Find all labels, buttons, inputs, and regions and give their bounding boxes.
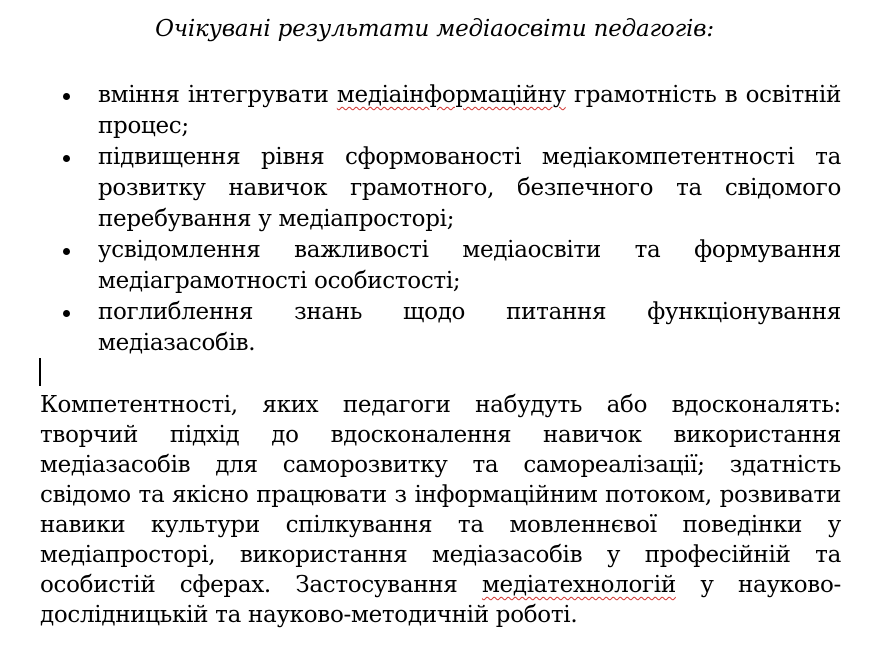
bullet-icon (63, 155, 70, 162)
competencies-paragraph[interactable] (40, 390, 841, 630)
spellcheck-flagged-word[interactable]: медіатехнологій (481, 572, 676, 598)
bullet-icon (63, 310, 70, 317)
bullet-icon (63, 248, 70, 255)
expected-results-list (98, 80, 841, 359)
list-item-text: усвідомлення важливості медіаосвіти та формування медіаграмотності особистості; (98, 237, 841, 294)
list-item-text: поглиблення знань щодо питання функціонування медіазасобів. (98, 299, 841, 356)
list-item-text: підвищення рівня сформованості медіакомпетентності та розвитку навичок грамотного, безпечного та свідомого перебування у медіапросторі; (98, 144, 841, 232)
bullet-icon (63, 93, 70, 100)
list-item (98, 235, 841, 297)
list-item-text-end: грамотність в освітній процес; (98, 82, 842, 139)
list-item-text-start: вміння інтегрувати (98, 82, 337, 108)
list-item (98, 142, 841, 235)
spellcheck-flagged-word[interactable]: медіаінформаційну (336, 82, 566, 108)
text-cursor (39, 358, 41, 386)
paragraph-text-start: Компетентності, яких педагоги набудуть або вдосконалять: творчий підхід до вдосконалення навичок використання медіазасобів для саморозвитку та самореалізації; здатність свідомо та якісно працювати з інформаційним потоком, розвивати навики культури спілкування та мовленнєвої поведінки у медіапросторі, використання медіазасобів у професійній та особистій сферах. Застосування (40, 392, 841, 598)
paragraph-text-end: у науково-дослідницькій та науково-методичній роботі. (40, 572, 841, 628)
list-item (98, 297, 841, 359)
list-item (98, 80, 841, 142)
section-heading: Очікувані результати медіаосвіти педагогів: (155, 16, 714, 42)
